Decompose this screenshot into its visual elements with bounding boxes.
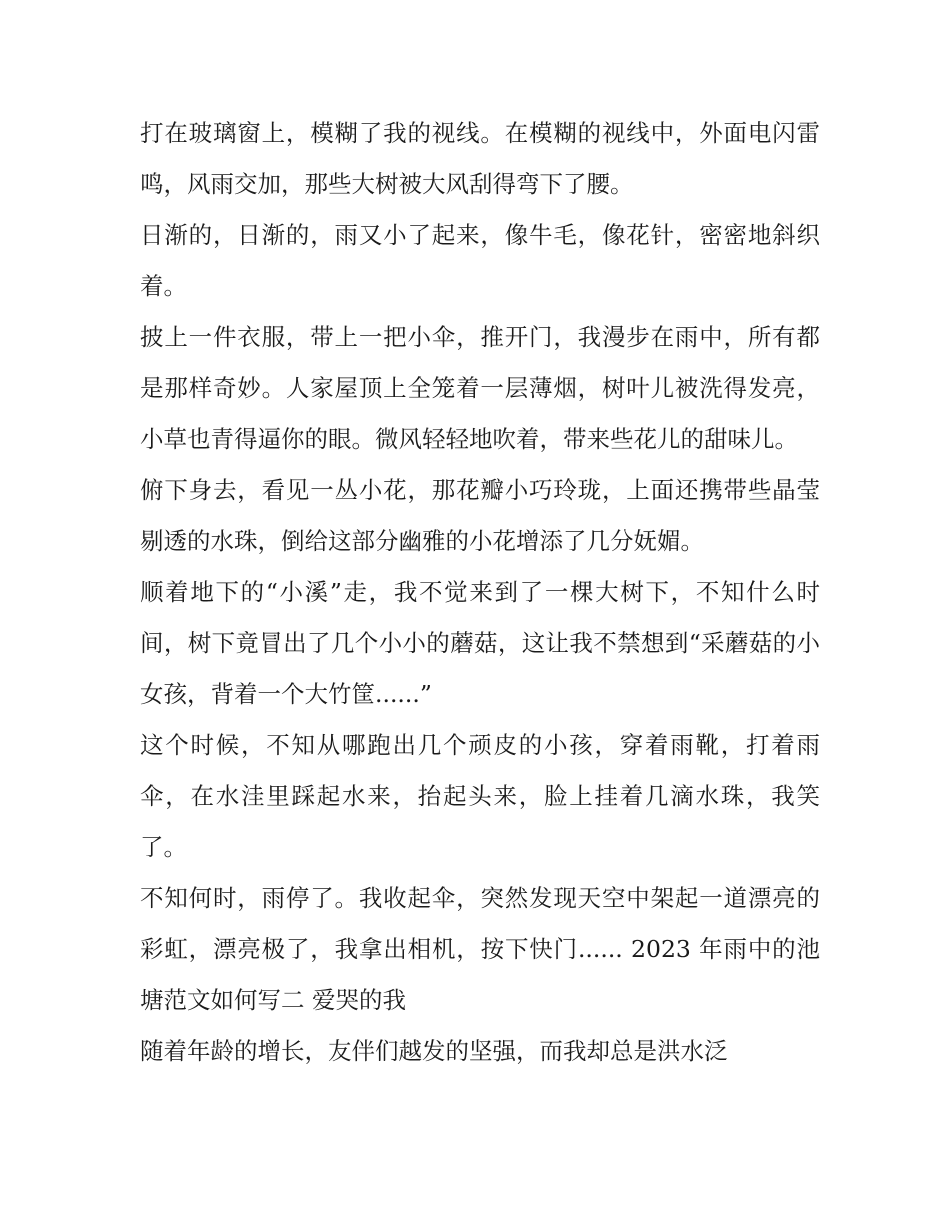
paragraph-7: 不知何时，雨停了。我收起伞，突然发现天空中架起一道漂亮的彩虹，漂亮极了，我拿出相机，按下快门...... 2023 年雨中的池塘范文如何写二 爱哭的我 (140, 884, 820, 1014)
paragraph-4: 俯下身去，看见一丛小花，那花瓣小巧玲珑，上面还携带些晶莹剔透的水珠，倒给这部分幽雅的小花增添了几分妩媚。 (140, 476, 820, 555)
paragraph-1: 打在玻璃窗上，模糊了我的视线。在模糊的视线中，外面电闪雷鸣，风雨交加，那些大树被大风刮得弯下了腰。 (140, 119, 820, 198)
paragraph-5: 顺着地下的“小溪”走，我不觉来到了一棵大树下，不知什么时间，树下竟冒出了几个小小的蘑菇，这让我不禁想到“采蘑菇的小女孩，背着一个大竹筐......” (140, 578, 820, 708)
paragraph-8: 随着年龄的增长，友伴们越发的坚强，而我却总是洪水泛 (140, 1037, 728, 1065)
paragraph-6: 这个时候，不知从哪跑出几个顽皮的小孩，穿着雨靴，打着雨伞，在水洼里踩起水来，抬起头来，脸上挂着几滴水珠，我笑了。 (140, 731, 820, 861)
paragraph-2: 日渐的，日渐的，雨又小了起来，像牛毛，像花针，密密地斜织着。 (140, 221, 820, 300)
document-body (140, 108, 820, 1077)
paragraph-3: 披上一件衣服，带上一把小伞，推开门，我漫步在雨中，所有都是那样奇妙。人家屋顶上全笼着一层薄烟，树叶儿被洗得发亮，小草也青得逼你的眼。微风轻轻地吹着，带来些花儿的甜味儿。 (140, 323, 820, 453)
